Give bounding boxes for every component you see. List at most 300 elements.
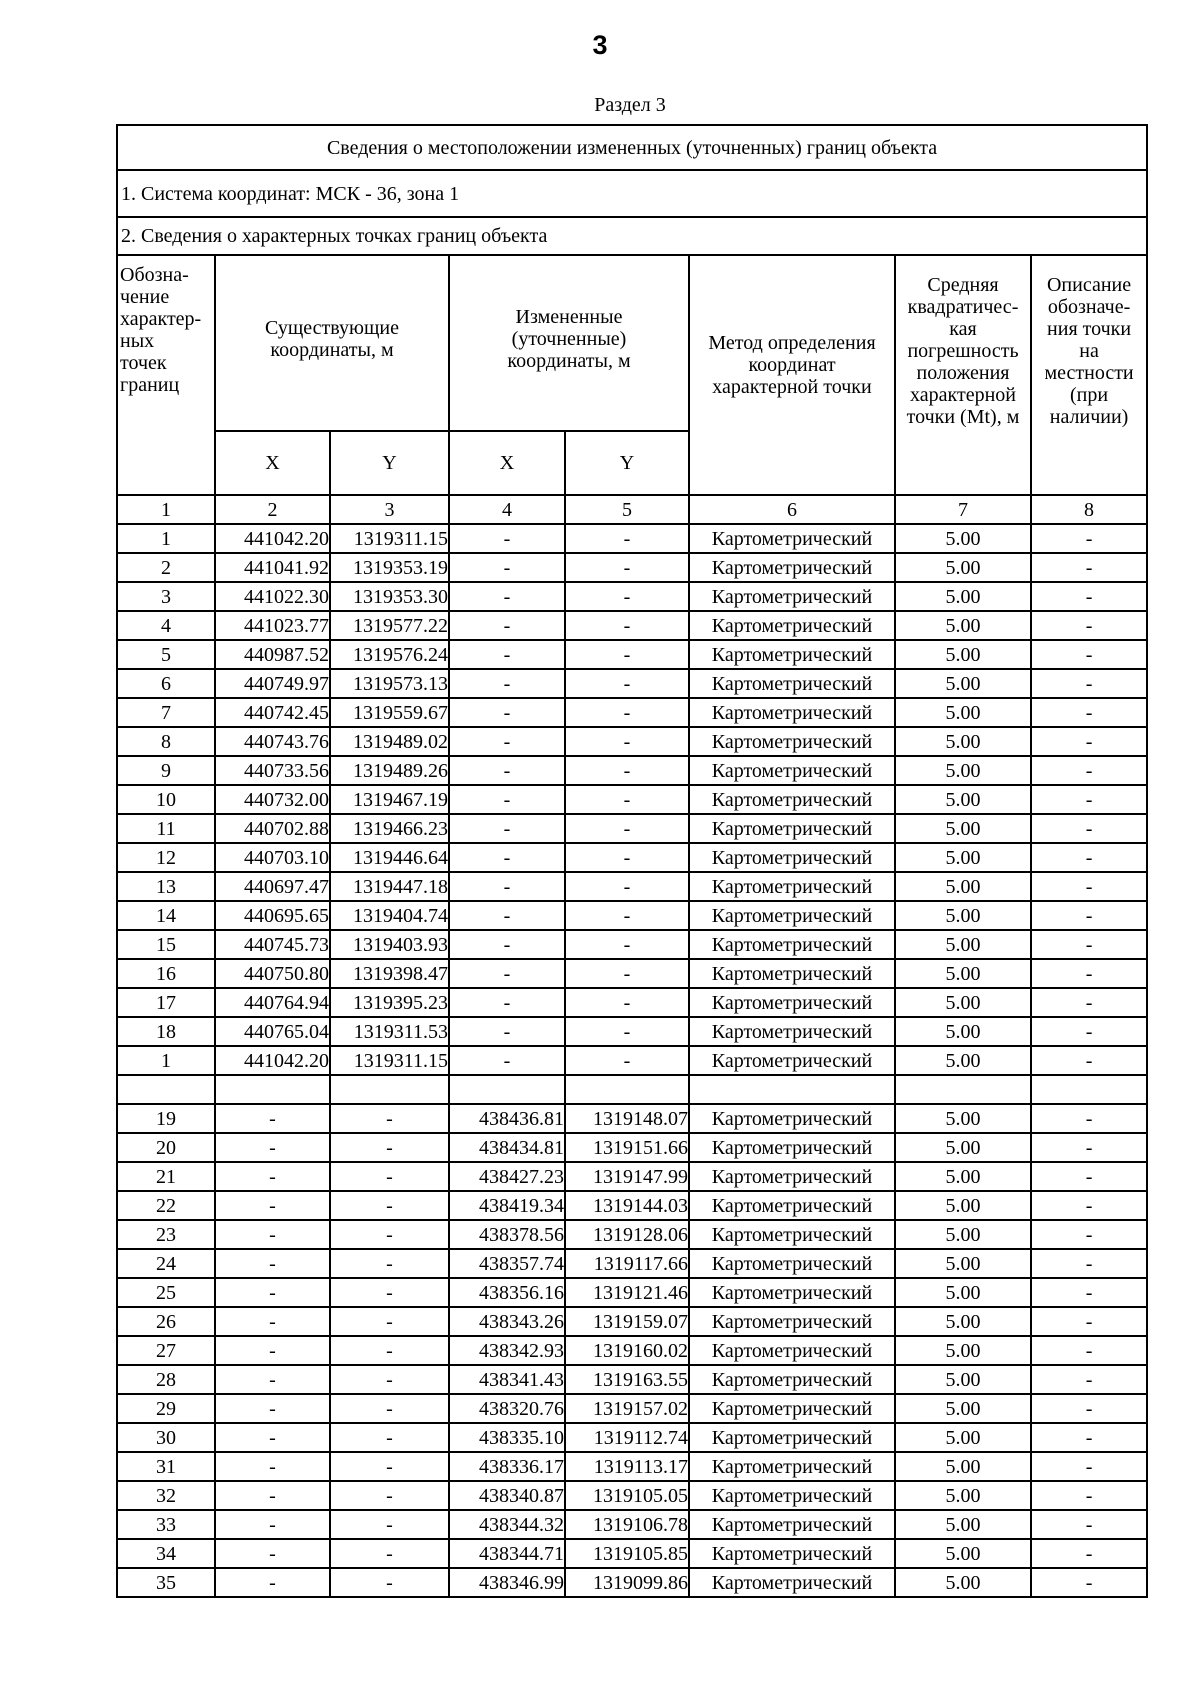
method: Картометрический xyxy=(689,1568,895,1597)
changed-y: 1319113.17 xyxy=(565,1452,689,1481)
changed-y: 1319151.66 xyxy=(565,1133,689,1162)
table-row xyxy=(117,988,1147,1017)
rms-error: 5.00 xyxy=(895,1046,1031,1075)
description: - xyxy=(1031,1249,1147,1278)
description: - xyxy=(1031,698,1147,727)
rms-error: 5.00 xyxy=(895,553,1031,582)
existing-x: - xyxy=(215,1423,330,1452)
point-id: 10 xyxy=(117,785,215,814)
rms-error: 5.00 xyxy=(895,1133,1031,1162)
method: Картометрический xyxy=(689,901,895,930)
method: Картометрический xyxy=(689,1220,895,1249)
rms-error: 5.00 xyxy=(895,988,1031,1017)
existing-y: 1319576.24 xyxy=(330,640,449,669)
point-id: 30 xyxy=(117,1423,215,1452)
changed-x: - xyxy=(449,524,565,553)
table-row xyxy=(117,959,1147,988)
existing-x: 441042.20 xyxy=(215,1046,330,1075)
changed-y: - xyxy=(565,727,689,756)
rms-error: 5.00 xyxy=(895,872,1031,901)
point-id: 25 xyxy=(117,1278,215,1307)
changed-x: - xyxy=(449,1017,565,1046)
table-row xyxy=(117,1249,1147,1278)
point-id: 31 xyxy=(117,1452,215,1481)
method: Картометрический xyxy=(689,1104,895,1133)
existing-x: - xyxy=(215,1481,330,1510)
page-number: 3 xyxy=(592,30,608,60)
point-id: 3 xyxy=(117,582,215,611)
header-changed-y: Y xyxy=(565,431,689,495)
existing-x: - xyxy=(215,1539,330,1568)
existing-y: - xyxy=(330,1568,449,1597)
changed-x: 438320.76 xyxy=(449,1394,565,1423)
changed-x: 438340.87 xyxy=(449,1481,565,1510)
table-row xyxy=(117,1394,1147,1423)
method: Картометрический xyxy=(689,1249,895,1278)
existing-y: 1319404.74 xyxy=(330,901,449,930)
existing-x: 440745.73 xyxy=(215,930,330,959)
empty-cell xyxy=(215,1075,330,1104)
existing-y: - xyxy=(330,1510,449,1539)
existing-x: - xyxy=(215,1365,330,1394)
changed-x: - xyxy=(449,669,565,698)
existing-y: 1319353.19 xyxy=(330,553,449,582)
changed-y: - xyxy=(565,756,689,785)
rms-error: 5.00 xyxy=(895,669,1031,698)
changed-x: 438342.93 xyxy=(449,1336,565,1365)
empty-cell xyxy=(1031,1075,1147,1104)
description: - xyxy=(1031,930,1147,959)
method: Картометрический xyxy=(689,1365,895,1394)
header-existing-coords: Существующие координаты, м xyxy=(215,255,449,431)
existing-y: 1319573.13 xyxy=(330,669,449,698)
point-id: 20 xyxy=(117,1133,215,1162)
point-id: 6 xyxy=(117,669,215,698)
existing-x: 440732.00 xyxy=(215,785,330,814)
method: Картометрический xyxy=(689,843,895,872)
method: Картометрический xyxy=(689,1278,895,1307)
point-id: 17 xyxy=(117,988,215,1017)
table-row xyxy=(117,640,1147,669)
rms-error: 5.00 xyxy=(895,524,1031,553)
changed-y: 1319121.46 xyxy=(565,1278,689,1307)
existing-y: 1319398.47 xyxy=(330,959,449,988)
changed-y: - xyxy=(565,814,689,843)
existing-y: - xyxy=(330,1423,449,1452)
point-id: 23 xyxy=(117,1220,215,1249)
table-caption: Сведения о местоположении измененных (уточненных) границ объекта xyxy=(117,125,1147,170)
description: - xyxy=(1031,640,1147,669)
existing-x: 440749.97 xyxy=(215,669,330,698)
empty-cell xyxy=(895,1075,1031,1104)
method: Картометрический xyxy=(689,1046,895,1075)
existing-x: - xyxy=(215,1191,330,1220)
existing-y: 1319311.53 xyxy=(330,1017,449,1046)
changed-x: - xyxy=(449,785,565,814)
changed-y: - xyxy=(565,669,689,698)
point-id: 7 xyxy=(117,698,215,727)
description: - xyxy=(1031,1510,1147,1539)
description: - xyxy=(1031,1191,1147,1220)
changed-x: 438357.74 xyxy=(449,1249,565,1278)
changed-x: - xyxy=(449,727,565,756)
changed-y: 1319099.86 xyxy=(565,1568,689,1597)
column-number: 8 xyxy=(1031,495,1147,524)
rms-error: 5.00 xyxy=(895,814,1031,843)
rms-error: 5.00 xyxy=(895,756,1031,785)
existing-x: 441023.77 xyxy=(215,611,330,640)
rms-error: 5.00 xyxy=(895,1365,1031,1394)
method: Картометрический xyxy=(689,1017,895,1046)
existing-y: - xyxy=(330,1220,449,1249)
existing-x: - xyxy=(215,1452,330,1481)
point-id: 8 xyxy=(117,727,215,756)
changed-y: 1319147.99 xyxy=(565,1162,689,1191)
description: - xyxy=(1031,988,1147,1017)
rms-error: 5.00 xyxy=(895,1307,1031,1336)
method: Картометрический xyxy=(689,1191,895,1220)
changed-y: - xyxy=(565,582,689,611)
table-row xyxy=(117,1510,1147,1539)
existing-x: 441022.30 xyxy=(215,582,330,611)
description: - xyxy=(1031,1539,1147,1568)
changed-y: 1319112.74 xyxy=(565,1423,689,1452)
changed-y: - xyxy=(565,1017,689,1046)
rms-error: 5.00 xyxy=(895,843,1031,872)
table-row xyxy=(117,1452,1147,1481)
rms-error: 5.00 xyxy=(895,727,1031,756)
method: Картометрический xyxy=(689,872,895,901)
changed-x: - xyxy=(449,814,565,843)
point-id: 16 xyxy=(117,959,215,988)
table-row xyxy=(117,872,1147,901)
header-point-designation: Обозна- чение характер- ных точек границ xyxy=(117,255,215,495)
table-row xyxy=(117,843,1147,872)
table-row xyxy=(117,1539,1147,1568)
rms-error: 5.00 xyxy=(895,1017,1031,1046)
description: - xyxy=(1031,1568,1147,1597)
description: - xyxy=(1031,843,1147,872)
table-row xyxy=(117,1191,1147,1220)
existing-x: - xyxy=(215,1249,330,1278)
description: - xyxy=(1031,1307,1147,1336)
changed-y: 1319160.02 xyxy=(565,1336,689,1365)
point-id: 26 xyxy=(117,1307,215,1336)
method: Картометрический xyxy=(689,1481,895,1510)
table-row xyxy=(117,553,1147,582)
changed-y: 1319117.66 xyxy=(565,1249,689,1278)
boundary-points-table xyxy=(116,124,1148,1598)
point-id: 27 xyxy=(117,1336,215,1365)
changed-x: - xyxy=(449,698,565,727)
changed-x: 438346.99 xyxy=(449,1568,565,1597)
method: Картометрический xyxy=(689,553,895,582)
table-row xyxy=(117,1104,1147,1133)
table-row xyxy=(117,1220,1147,1249)
description: - xyxy=(1031,727,1147,756)
rms-error: 5.00 xyxy=(895,1539,1031,1568)
existing-y: - xyxy=(330,1278,449,1307)
description: - xyxy=(1031,1162,1147,1191)
table-row xyxy=(117,524,1147,553)
changed-y: - xyxy=(565,872,689,901)
method: Картометрический xyxy=(689,1307,895,1336)
existing-y: 1319489.26 xyxy=(330,756,449,785)
changed-x: - xyxy=(449,553,565,582)
table-row xyxy=(117,756,1147,785)
existing-y: 1319311.15 xyxy=(330,524,449,553)
point-id: 35 xyxy=(117,1568,215,1597)
point-id: 19 xyxy=(117,1104,215,1133)
changed-x: 438356.16 xyxy=(449,1278,565,1307)
description: - xyxy=(1031,1365,1147,1394)
description: - xyxy=(1031,785,1147,814)
point-id: 34 xyxy=(117,1539,215,1568)
description: - xyxy=(1031,669,1147,698)
existing-y: - xyxy=(330,1191,449,1220)
changed-y: 1319105.05 xyxy=(565,1481,689,1510)
point-id: 32 xyxy=(117,1481,215,1510)
description: - xyxy=(1031,1104,1147,1133)
existing-x: - xyxy=(215,1133,330,1162)
changed-x: - xyxy=(449,582,565,611)
point-id: 2 xyxy=(117,553,215,582)
changed-y: - xyxy=(565,1046,689,1075)
description: - xyxy=(1031,1336,1147,1365)
existing-y: 1319559.67 xyxy=(330,698,449,727)
existing-y: 1319446.64 xyxy=(330,843,449,872)
rms-error: 5.00 xyxy=(895,1452,1031,1481)
existing-x: 440750.80 xyxy=(215,959,330,988)
coord-system: 1. Система координат: МСК - 36, зона 1 xyxy=(117,170,1147,217)
description: - xyxy=(1031,1046,1147,1075)
rms-error: 5.00 xyxy=(895,785,1031,814)
method: Картометрический xyxy=(689,814,895,843)
changed-y: - xyxy=(565,553,689,582)
existing-y: - xyxy=(330,1104,449,1133)
existing-y: 1319311.15 xyxy=(330,1046,449,1075)
table-row xyxy=(117,1423,1147,1452)
changed-y: - xyxy=(565,640,689,669)
description: - xyxy=(1031,1481,1147,1510)
rms-error: 5.00 xyxy=(895,1104,1031,1133)
existing-y: - xyxy=(330,1307,449,1336)
changed-x: 438343.26 xyxy=(449,1307,565,1336)
description: - xyxy=(1031,1452,1147,1481)
header-rms-error: Средняя квадратичес- кая погрешность положения характерной точки (Mt), м xyxy=(895,255,1031,495)
existing-y: - xyxy=(330,1452,449,1481)
empty-cell xyxy=(689,1075,895,1104)
existing-x: 440743.76 xyxy=(215,727,330,756)
changed-x: - xyxy=(449,930,565,959)
changed-y: - xyxy=(565,930,689,959)
changed-x: 438344.32 xyxy=(449,1510,565,1539)
method: Картометрический xyxy=(689,1423,895,1452)
table-row xyxy=(117,1336,1147,1365)
point-id: 12 xyxy=(117,843,215,872)
existing-x: 440765.04 xyxy=(215,1017,330,1046)
existing-y: 1319353.30 xyxy=(330,582,449,611)
header-description: Описание обозначе- ния точки на местности (при наличии) xyxy=(1031,255,1147,495)
existing-x: 440702.88 xyxy=(215,814,330,843)
point-id: 1 xyxy=(117,524,215,553)
existing-x: 440742.45 xyxy=(215,698,330,727)
method: Картометрический xyxy=(689,1510,895,1539)
rms-error: 5.00 xyxy=(895,1191,1031,1220)
existing-x: 441042.20 xyxy=(215,524,330,553)
existing-y: - xyxy=(330,1249,449,1278)
existing-x: 440703.10 xyxy=(215,843,330,872)
method: Картометрический xyxy=(689,727,895,756)
point-id: 11 xyxy=(117,814,215,843)
rms-error: 5.00 xyxy=(895,1278,1031,1307)
table-row xyxy=(117,1568,1147,1597)
changed-x: 438378.56 xyxy=(449,1220,565,1249)
method: Картометрический xyxy=(689,988,895,1017)
description: - xyxy=(1031,814,1147,843)
point-id: 14 xyxy=(117,901,215,930)
method: Картометрический xyxy=(689,524,895,553)
method: Картометрический xyxy=(689,698,895,727)
changed-y: 1319157.02 xyxy=(565,1394,689,1423)
changed-x: 438341.43 xyxy=(449,1365,565,1394)
table-row xyxy=(117,785,1147,814)
method: Картометрический xyxy=(689,930,895,959)
method: Картометрический xyxy=(689,669,895,698)
changed-y: 1319144.03 xyxy=(565,1191,689,1220)
header-changed-coords: Измененные (уточненные) координаты, м xyxy=(449,255,689,431)
column-number: 2 xyxy=(215,495,330,524)
existing-x: 440697.47 xyxy=(215,872,330,901)
method: Картометрический xyxy=(689,640,895,669)
column-number: 3 xyxy=(330,495,449,524)
existing-x: - xyxy=(215,1162,330,1191)
description: - xyxy=(1031,1423,1147,1452)
method: Картометрический xyxy=(689,756,895,785)
table-row xyxy=(117,698,1147,727)
column-number: 6 xyxy=(689,495,895,524)
rms-error: 5.00 xyxy=(895,698,1031,727)
point-id: 33 xyxy=(117,1510,215,1539)
description: - xyxy=(1031,1017,1147,1046)
changed-y: - xyxy=(565,959,689,988)
point-id: 28 xyxy=(117,1365,215,1394)
rms-error: 5.00 xyxy=(895,959,1031,988)
existing-x: - xyxy=(215,1394,330,1423)
changed-x: 438434.81 xyxy=(449,1133,565,1162)
description: - xyxy=(1031,1278,1147,1307)
description: - xyxy=(1031,756,1147,785)
table-row xyxy=(117,611,1147,640)
existing-y: - xyxy=(330,1539,449,1568)
changed-y: 1319163.55 xyxy=(565,1365,689,1394)
rms-error: 5.00 xyxy=(895,1568,1031,1597)
column-number: 4 xyxy=(449,495,565,524)
changed-x: - xyxy=(449,901,565,930)
rms-error: 5.00 xyxy=(895,930,1031,959)
empty-cell xyxy=(117,1075,215,1104)
rms-error: 5.00 xyxy=(895,611,1031,640)
rms-error: 5.00 xyxy=(895,1423,1031,1452)
empty-cell xyxy=(449,1075,565,1104)
header-existing-x: X xyxy=(215,431,330,495)
point-id: 24 xyxy=(117,1249,215,1278)
point-id: 21 xyxy=(117,1162,215,1191)
table-row xyxy=(117,1046,1147,1075)
description: - xyxy=(1031,611,1147,640)
column-numbers-row xyxy=(117,495,1147,524)
existing-y: 1319577.22 xyxy=(330,611,449,640)
column-number: 7 xyxy=(895,495,1031,524)
empty-cell xyxy=(565,1075,689,1104)
method: Картометрический xyxy=(689,1539,895,1568)
changed-y: - xyxy=(565,988,689,1017)
header-existing-y: Y xyxy=(330,431,449,495)
point-id: 4 xyxy=(117,611,215,640)
existing-x: 440733.56 xyxy=(215,756,330,785)
point-id: 15 xyxy=(117,930,215,959)
changed-x: - xyxy=(449,988,565,1017)
rms-error: 5.00 xyxy=(895,1336,1031,1365)
rms-error: 5.00 xyxy=(895,640,1031,669)
existing-y: 1319489.02 xyxy=(330,727,449,756)
changed-y: 1319105.85 xyxy=(565,1539,689,1568)
existing-y: - xyxy=(330,1162,449,1191)
existing-y: - xyxy=(330,1365,449,1394)
point-id: 1 xyxy=(117,1046,215,1075)
changed-y: - xyxy=(565,524,689,553)
changed-x: - xyxy=(449,872,565,901)
section-title: Раздел 3 xyxy=(594,94,666,116)
existing-y: 1319447.18 xyxy=(330,872,449,901)
existing-x: - xyxy=(215,1336,330,1365)
existing-y: 1319466.23 xyxy=(330,814,449,843)
method: Картометрический xyxy=(689,1336,895,1365)
method: Картометрический xyxy=(689,1394,895,1423)
changed-x: 438344.71 xyxy=(449,1539,565,1568)
point-id: 5 xyxy=(117,640,215,669)
method: Картометрический xyxy=(689,1452,895,1481)
description: - xyxy=(1031,582,1147,611)
changed-x: 438419.34 xyxy=(449,1191,565,1220)
existing-x: - xyxy=(215,1568,330,1597)
table-row xyxy=(117,582,1147,611)
table-row xyxy=(117,930,1147,959)
changed-y: 1319159.07 xyxy=(565,1307,689,1336)
table-row xyxy=(117,1307,1147,1336)
existing-x: 440764.94 xyxy=(215,988,330,1017)
table-row xyxy=(117,1481,1147,1510)
description: - xyxy=(1031,553,1147,582)
changed-y: - xyxy=(565,611,689,640)
existing-y: - xyxy=(330,1394,449,1423)
changed-x: 438335.10 xyxy=(449,1423,565,1452)
rms-error: 5.00 xyxy=(895,1481,1031,1510)
method: Картометрический xyxy=(689,1162,895,1191)
empty-cell xyxy=(330,1075,449,1104)
method: Картометрический xyxy=(689,611,895,640)
existing-x: - xyxy=(215,1220,330,1249)
column-number: 5 xyxy=(565,495,689,524)
description: - xyxy=(1031,524,1147,553)
points-info: 2. Сведения о характерных точках границ объекта xyxy=(117,217,1147,255)
changed-x: 438336.17 xyxy=(449,1452,565,1481)
point-id: 13 xyxy=(117,872,215,901)
point-id: 22 xyxy=(117,1191,215,1220)
table-row xyxy=(117,727,1147,756)
existing-y: 1319467.19 xyxy=(330,785,449,814)
existing-y: 1319403.93 xyxy=(330,930,449,959)
